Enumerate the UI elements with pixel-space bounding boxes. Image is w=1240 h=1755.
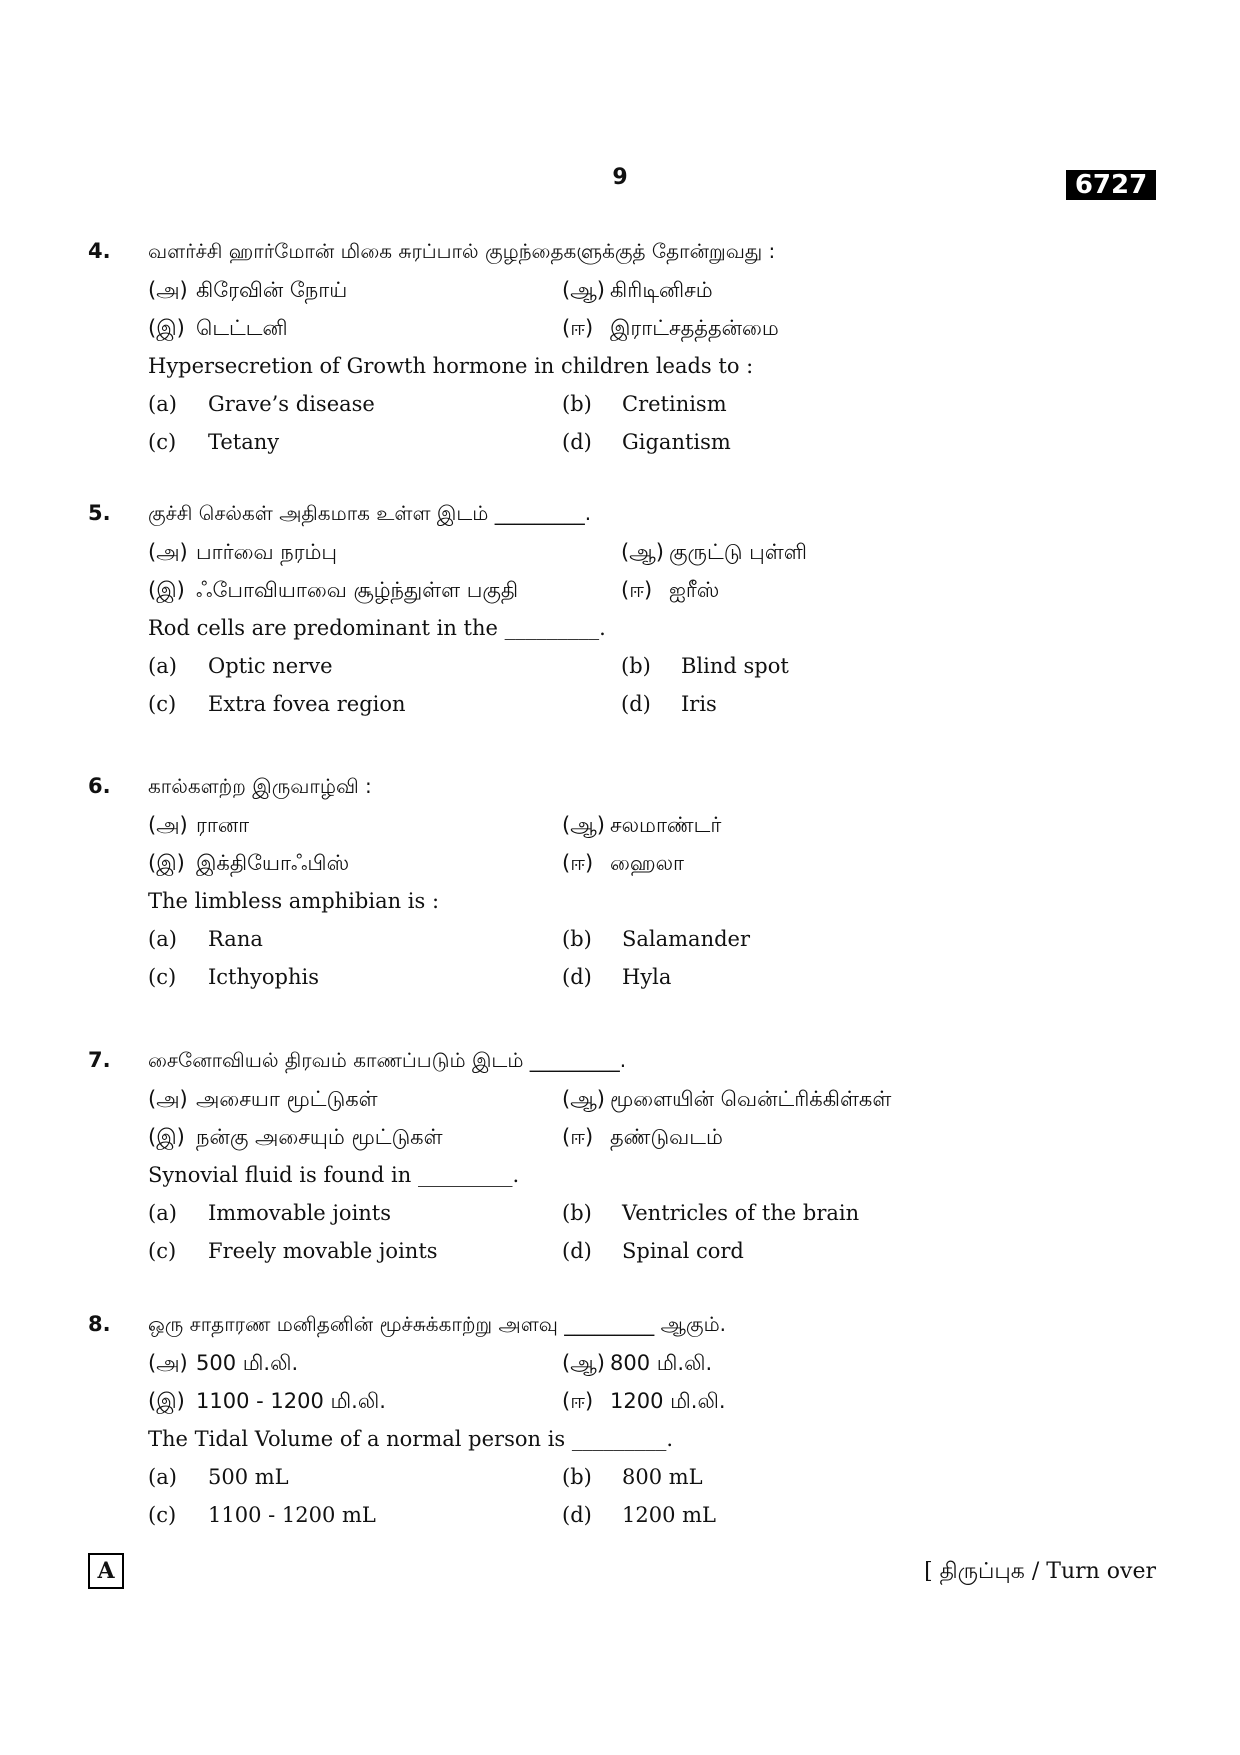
tamil-option-d (562, 1118, 723, 1156)
question-5 (88, 494, 1168, 724)
english-option-b (562, 1194, 859, 1232)
tamil-question-text: ஒரு சாதாரண மனிதனின் மூச்சுக்காற்று அளவு _________ ஆகும். (148, 1312, 727, 1336)
english-option-d (562, 958, 671, 996)
version-letter-box: A (88, 1553, 124, 1589)
option-text: 500 mL (208, 1465, 289, 1489)
option-label: (ஈ) (621, 578, 653, 602)
question-number: 4. (88, 239, 111, 263)
question-6 (88, 767, 1168, 997)
question-4 (88, 232, 1168, 462)
option-text: மூளையின் வென்ட்ரிக்கிள்கள் (610, 1087, 892, 1111)
option-label: (ஈ) (562, 1125, 594, 1149)
option-label: (ஆ) (562, 1351, 605, 1375)
tamil-option-d (621, 571, 719, 609)
tamil-option-d (562, 1382, 726, 1420)
option-label: (ஆ) (562, 1087, 605, 1111)
option-text: ரானா (196, 813, 250, 837)
option-label: (b) (562, 1465, 592, 1489)
page-number: 9 (612, 165, 628, 190)
tamil-option-b (562, 1344, 712, 1382)
tamil-option-d (562, 844, 684, 882)
english-question-text: Rod cells are predominant in the _________. (148, 616, 606, 640)
option-label: (ஆ) (621, 540, 664, 564)
tamil-option-b (562, 806, 721, 844)
english-option-b (621, 647, 789, 685)
english-question-text: The Tidal Volume of a normal person is _________. (148, 1427, 674, 1451)
option-label: (b) (621, 654, 651, 678)
question-number: 8. (88, 1312, 111, 1336)
tamil-option-c (148, 1118, 443, 1156)
english-option-a (148, 1194, 391, 1232)
option-text: Freely movable joints (208, 1239, 438, 1263)
option-label: (a) (148, 1201, 177, 1225)
option-text: 500 மி.லி. (196, 1351, 299, 1375)
option-text: Iris (681, 692, 717, 716)
english-option-c (148, 423, 279, 461)
option-label: (a) (148, 392, 177, 416)
option-label: (d) (621, 692, 651, 716)
option-label: (c) (148, 1239, 177, 1263)
english-option-a (148, 920, 263, 958)
option-label: (a) (148, 1465, 177, 1489)
english-option-d (562, 423, 731, 461)
option-text: Optic nerve (208, 654, 333, 678)
option-text: Blind spot (681, 654, 789, 678)
english-option-d (562, 1232, 744, 1270)
option-text: பார்வை நரம்பு (196, 540, 338, 564)
tamil-option-a (148, 806, 249, 844)
english-question-text: Hypersecretion of Growth hormone in children leads to : (148, 354, 754, 378)
option-label: (b) (562, 927, 592, 951)
option-text: குருட்டு புள்ளி (669, 540, 807, 564)
option-label: (ஆ) (562, 278, 605, 302)
option-text: 800 mL (622, 1465, 703, 1489)
tamil-option-c (148, 571, 518, 609)
option-text: Ventricles of the brain (622, 1201, 860, 1225)
tamil-option-b (562, 1080, 891, 1118)
option-label: (d) (562, 430, 592, 454)
tamil-option-a (148, 1080, 378, 1118)
option-text: Hyla (622, 965, 672, 989)
option-label: (ஆ) (562, 813, 605, 837)
option-label: (அ) (148, 278, 188, 302)
english-option-b (562, 920, 750, 958)
option-label: (a) (148, 654, 177, 678)
question-number: 7. (88, 1048, 111, 1072)
option-label: (இ) (148, 851, 185, 875)
option-text: 1100 - 1200 மி.லி. (196, 1389, 386, 1413)
option-text: நன்கு அசையும் மூட்டுகள் (196, 1125, 443, 1149)
option-text: 1200 mL (622, 1503, 716, 1527)
option-text: ஹைலா (610, 851, 685, 875)
question-number: 6. (88, 774, 111, 798)
english-option-b (562, 385, 727, 423)
option-text: Salamander (622, 927, 751, 951)
option-label: (c) (148, 1503, 177, 1527)
option-label: (c) (148, 965, 177, 989)
option-label: (d) (562, 965, 592, 989)
paper-code-badge: 6727 (1066, 170, 1156, 200)
option-label: (அ) (148, 813, 188, 837)
option-text: சலமாண்டர் (610, 813, 722, 837)
tamil-option-a (148, 533, 337, 571)
english-option-c (148, 958, 319, 996)
english-option-a (148, 647, 333, 685)
tamil-question-text: குச்சி செல்கள் அதிகமாக உள்ள இடம் _________. (148, 501, 592, 525)
option-text: ஐரீஸ் (669, 578, 720, 602)
option-label: (b) (562, 392, 592, 416)
option-text: டெட்டனி (196, 316, 288, 340)
tamil-question-text: வளர்ச்சி ஹார்மோன் மிகை சுரப்பால் குழந்தைகளுக்குத் தோன்றுவது : (148, 239, 776, 263)
english-option-c (148, 1232, 438, 1270)
option-text: Extra fovea region (208, 692, 406, 716)
english-question-text: The limbless amphibian is : (148, 889, 440, 913)
option-text: Icthyophis (208, 965, 319, 989)
option-text: தண்டுவடம் (610, 1125, 723, 1149)
english-option-b (562, 1458, 703, 1496)
option-label: (அ) (148, 1087, 188, 1111)
tamil-question-text: கால்களற்ற இருவாழ்வி : (148, 774, 372, 798)
option-label: (இ) (148, 1389, 185, 1413)
option-label: (இ) (148, 316, 185, 340)
option-text: Cretinism (622, 392, 727, 416)
option-label: (அ) (148, 1351, 188, 1375)
option-text: இராட்சதத்தன்மை (610, 316, 779, 340)
option-label: (d) (562, 1503, 592, 1527)
tamil-option-b (562, 271, 713, 309)
option-text: 800 மி.லி. (610, 1351, 713, 1375)
option-text: Gigantism (622, 430, 731, 454)
option-text: கிரிடினிசம் (610, 278, 713, 302)
option-label: (a) (148, 927, 177, 951)
option-label: (c) (148, 430, 177, 454)
option-label: (b) (562, 1201, 592, 1225)
option-label: (இ) (148, 1125, 185, 1149)
turn-over-note: [ திருப்புக / Turn over (924, 1559, 1156, 1584)
option-label: (ஈ) (562, 1389, 594, 1413)
option-text: ஃபோவியாவை சூழ்ந்துள்ள பகுதி (196, 578, 519, 602)
tamil-option-a (148, 1344, 298, 1382)
tamil-option-c (148, 1382, 386, 1420)
tamil-option-d (562, 309, 779, 347)
tamil-option-c (148, 309, 288, 347)
option-text: Immovable joints (208, 1201, 392, 1225)
option-text: கிரேவின் நோய் (196, 278, 348, 302)
english-option-c (148, 1496, 376, 1534)
english-question-text: Synovial fluid is found in _________. (148, 1163, 520, 1187)
question-7 (88, 1041, 1168, 1271)
english-option-a (148, 1458, 289, 1496)
tamil-option-a (148, 271, 347, 309)
option-label: (அ) (148, 540, 188, 564)
option-text: Tetany (208, 430, 280, 454)
option-text: இக்தியோஃபிஸ் (196, 851, 350, 875)
option-text: Rana (208, 927, 263, 951)
option-label: (c) (148, 692, 177, 716)
option-label: (ஈ) (562, 851, 594, 875)
question-8 (88, 1305, 1168, 1535)
question-number: 5. (88, 501, 111, 525)
english-option-d (621, 685, 717, 723)
tamil-question-text: சைனோவியல் திரவம் காணப்படும் இடம் _________. (148, 1048, 627, 1072)
english-option-c (148, 685, 406, 723)
option-label: (d) (562, 1239, 592, 1263)
option-text: 1200 மி.லி. (610, 1389, 726, 1413)
tamil-option-c (148, 844, 349, 882)
option-text: Spinal cord (622, 1239, 744, 1263)
option-text: 1100 - 1200 mL (208, 1503, 376, 1527)
option-label: (ஈ) (562, 316, 594, 340)
english-option-d (562, 1496, 716, 1534)
option-label: (இ) (148, 578, 185, 602)
option-text: அசையா மூட்டுகள் (196, 1087, 378, 1111)
english-option-a (148, 385, 375, 423)
option-text: Grave’s disease (208, 392, 375, 416)
tamil-option-b (621, 533, 807, 571)
